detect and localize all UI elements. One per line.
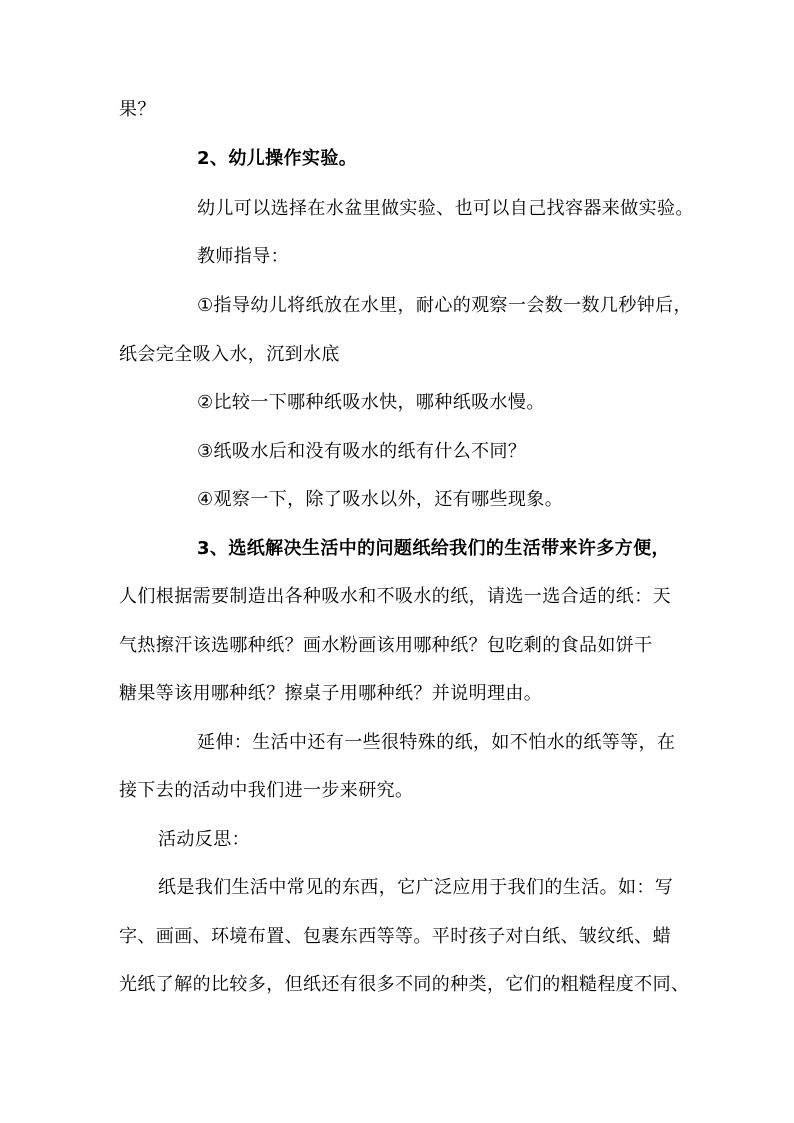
text-line: 气热擦汗该选哪种纸？画水粉画该用哪种纸？包吃剩的食品如饼干 bbox=[119, 635, 653, 656]
text-line: 人们根据需要制造出各种吸水和不吸水的纸，请选一选合适的纸：天 bbox=[119, 586, 671, 607]
text-line: ①指导幼儿将纸放在水里，耐心的观察一会数一数几秒钟后， bbox=[197, 295, 692, 316]
section-heading: 2、幼儿操作实验。 bbox=[197, 148, 358, 169]
text-line: 延伸：生活中还有一些很特殊的纸，如不怕水的纸等等，在 bbox=[197, 732, 676, 753]
text-line: 活动反思： bbox=[158, 829, 250, 850]
text-line: ③纸吸水后和没有吸水的纸有什么不同？ bbox=[197, 441, 527, 462]
text-line: 纸是我们生活中常见的东西，它广泛应用于我们的生活。如：写 bbox=[158, 877, 674, 898]
text-line: 教师指导： bbox=[197, 246, 289, 267]
text-line: 光纸了解的比较多，但纸还有很多不同的种类，它们的粗糙程度不同、 bbox=[119, 974, 690, 995]
text-line: ④观察一下，除了吸水以外，还有哪些现象。 bbox=[197, 489, 564, 510]
text-line: 果？ bbox=[119, 99, 156, 120]
text-line: 糖果等该用哪种纸？擦桌子用哪种纸？并说明理由。 bbox=[119, 683, 543, 704]
text-line: 幼儿可以选择在水盆里做实验、也可以自己找容器来做实验。 bbox=[197, 198, 694, 219]
text-line: ②比较一下哪种纸吸水快，哪种纸吸水慢。 bbox=[197, 392, 545, 413]
text-line: 纸会完全吸入水，沉到水底 bbox=[119, 344, 340, 365]
text-line: 字、画画、环境布置、包裹东西等等。平时孩子对白纸、皱纹纸、蜡 bbox=[119, 926, 671, 947]
section-heading: 3、选纸解决生活中的问题纸给我们的生活带来许多方便， bbox=[197, 538, 670, 559]
text-line: 接下去的活动中我们进一步来研究。 bbox=[119, 780, 414, 801]
